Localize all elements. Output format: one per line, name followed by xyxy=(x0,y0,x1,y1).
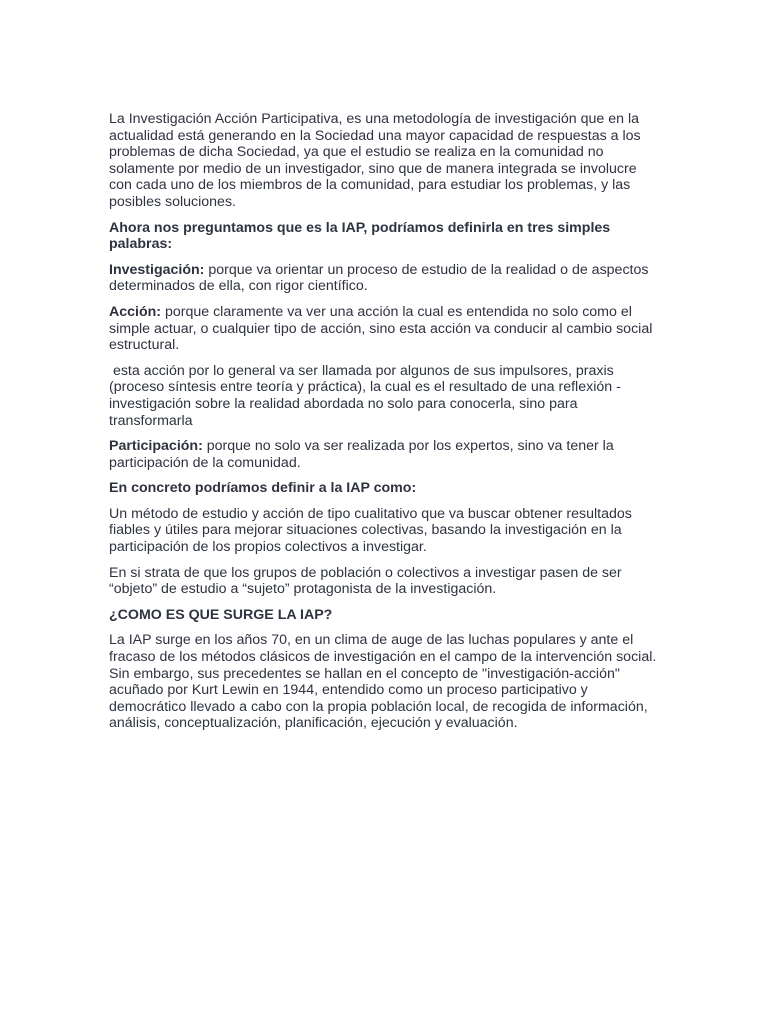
accion-term: Acción: xyxy=(109,303,162,320)
praxis-paragraph: esta acción por lo general va ser llamada por algunos de sus impulsores, praxis (proceso síntesis entre teoría y práctica), la cual es el resultado de una reflexión - investigación sobre la realidad abordada no solo para conocerla, sino para transformarla xyxy=(109,362,625,429)
document-page xyxy=(109,111,661,741)
investigacion-text: porque va orientar un proceso de estudio de la realidad o de aspectos determinados de ella, con rigor científico. xyxy=(109,261,649,295)
accion-paragraph xyxy=(109,304,661,354)
strata-paragraph: En si strata de que los grupos de población o colectivos a investigar pasen de ser “objeto” de estudio a “sujeto” protagonista de la investigación. xyxy=(109,564,622,598)
participacion-term: Participación: xyxy=(109,438,203,455)
investigacion-paragraph xyxy=(109,262,661,295)
participacion-paragraph xyxy=(109,438,661,471)
intro-paragraph: La Investigación Acción Participativa, es una metodología de investigación que en la actualidad está generando en la Sociedad una mayor capacidad de respuestas a los problemas de dicha Sociedad, ya que el estudio se realiza en la comunidad no solamente por medio de un investigador, sino que de manera integrada se involucre con cada uno de los miembros de la comunidad, para estudiar los problemas, y las posibles soluciones. xyxy=(109,111,641,210)
method-paragraph: Un método de estudio y acción de tipo cualitativo que va buscar obtener resultados fiables y útiles para mejorar situaciones colectivas, basando la investigación en la participación de los propios colectivos a investigar. xyxy=(109,505,632,556)
investigacion-term: Investigación: xyxy=(109,261,205,278)
origin-paragraph: La IAP surge en los años 70, en un clima de auge de las luchas populares y ante el fracaso de los métodos clásicos de investigación en el campo de la intervención social. Sin embargo, sus precedentes se hallan en el concepto de "investigación-acción" acuñado por Kurt Lewin en 1944, entendido como un proceso participativo y democrático llevado a cabo con la propia población local, de recogida de información, análisis, conceptualización, planificación, ejecución y evaluación. xyxy=(109,632,657,732)
definition-heading: En concreto podríamos definir a la IAP como: xyxy=(109,480,417,497)
question-heading: Ahora nos preguntamos que es la IAP, podríamos definirla en tres simples palabras: xyxy=(109,219,611,253)
accion-text: porque claramente va ver una acción la cual es entendida no solo como el simple actuar, o cualquier tipo de acción, sino esta acción va conducir al cambio social estructural. xyxy=(109,303,653,354)
participacion-text: porque no solo va ser realizada por los expertos, sino va tener la participación de la comunidad. xyxy=(109,438,614,471)
origin-heading: ¿COMO ES QUE SURGE LA IAP? xyxy=(109,606,333,623)
